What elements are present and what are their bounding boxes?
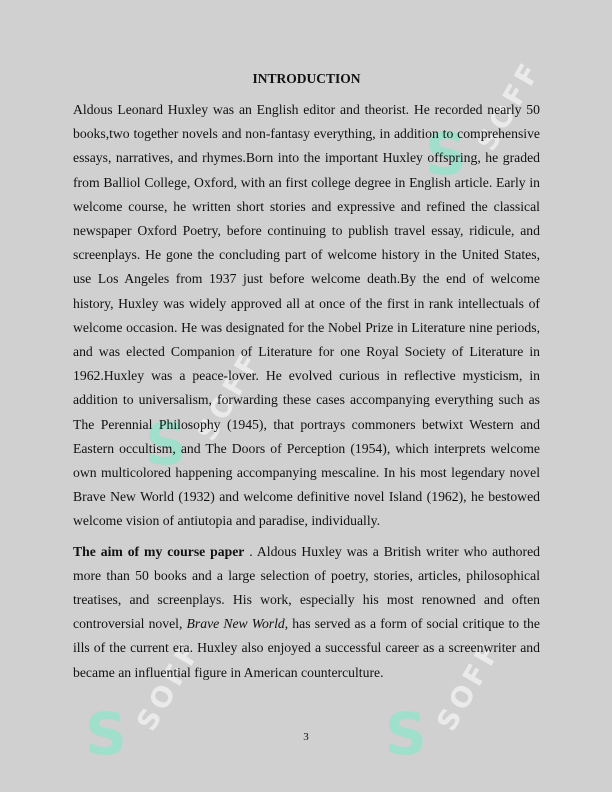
aim-paragraph [73,540,540,685]
watermark-logo-icon: S [425,120,467,188]
watermark-text: SOFF [470,54,548,157]
aim-paragraph-lead: The aim of my course paper [73,543,245,559]
watermark-text: SOFF [190,344,268,447]
watermark-text: SOFF [430,634,508,737]
watermark-logo-icon: S [385,700,427,768]
page-content [73,70,540,685]
aim-paragraph-text-end: , has served as a form of social critique to the ills of the current era. Huxley also enjoyed a successful career as a screenwriter and became an influential figure in American counterculture. [73,616,540,680]
watermark-text: SOFF [130,634,208,737]
watermark-logo-icon: S [85,700,127,768]
watermark-logo-icon: S [145,410,187,478]
intro-paragraph: Aldous Leonard Huxley was an English editor and theorist. He recorded nearly 50 books,two together novels and non-fantasy everything, in addition to comprehensive essays, narratives, and rhymes.Born into the important Huxley offspring, he graded from Balliol College, Oxford, with an first college degree in English article. Early in welcome course, he written short stories and expressive and refined the classical newspaper Oxford Poetry, before continuing to publish travel essay, ridicule, and screenplays. He gone the concluding part of welcome history in the United States, use Los Angeles from 1937 just before welcome death.By the end of welcome history, Huxley was widely approved all at once of the first in rank intellectuals of welcome occasion. He was designated for the Nobel Prize in Literature nine periods, and was elected Companion of Literature for one Royal Society of Literature in 1962.Huxley was a peace-lover. He evolved curious in reflective mysticism, in addition to universalism, forwarding these cases accompanying everything such as The Perennial Philosophy (1945), that portrays commoners betwixt Western and Eastern occultism, and The Doors of Perception (1954), which interprets welcome own multicolored happening accompanying mescaline. In his most legendary novel Brave New World (1932) and welcome definitive novel Island (1962), he bestowed welcome vision of antiutopia and paradise, individually. [73,102,540,529]
novel-title: Brave New World [186,616,285,632]
aim-paragraph-text: . Aldous Huxley was a British writer who authored more than 50 books and a large selection of poetry, stories, articles, philosophical treatises, and screenplays. His work, especially his most renowned and often controversial novel, [73,543,540,632]
page-number: 3 [303,731,309,743]
section-heading: INTRODUCTION [252,71,361,86]
